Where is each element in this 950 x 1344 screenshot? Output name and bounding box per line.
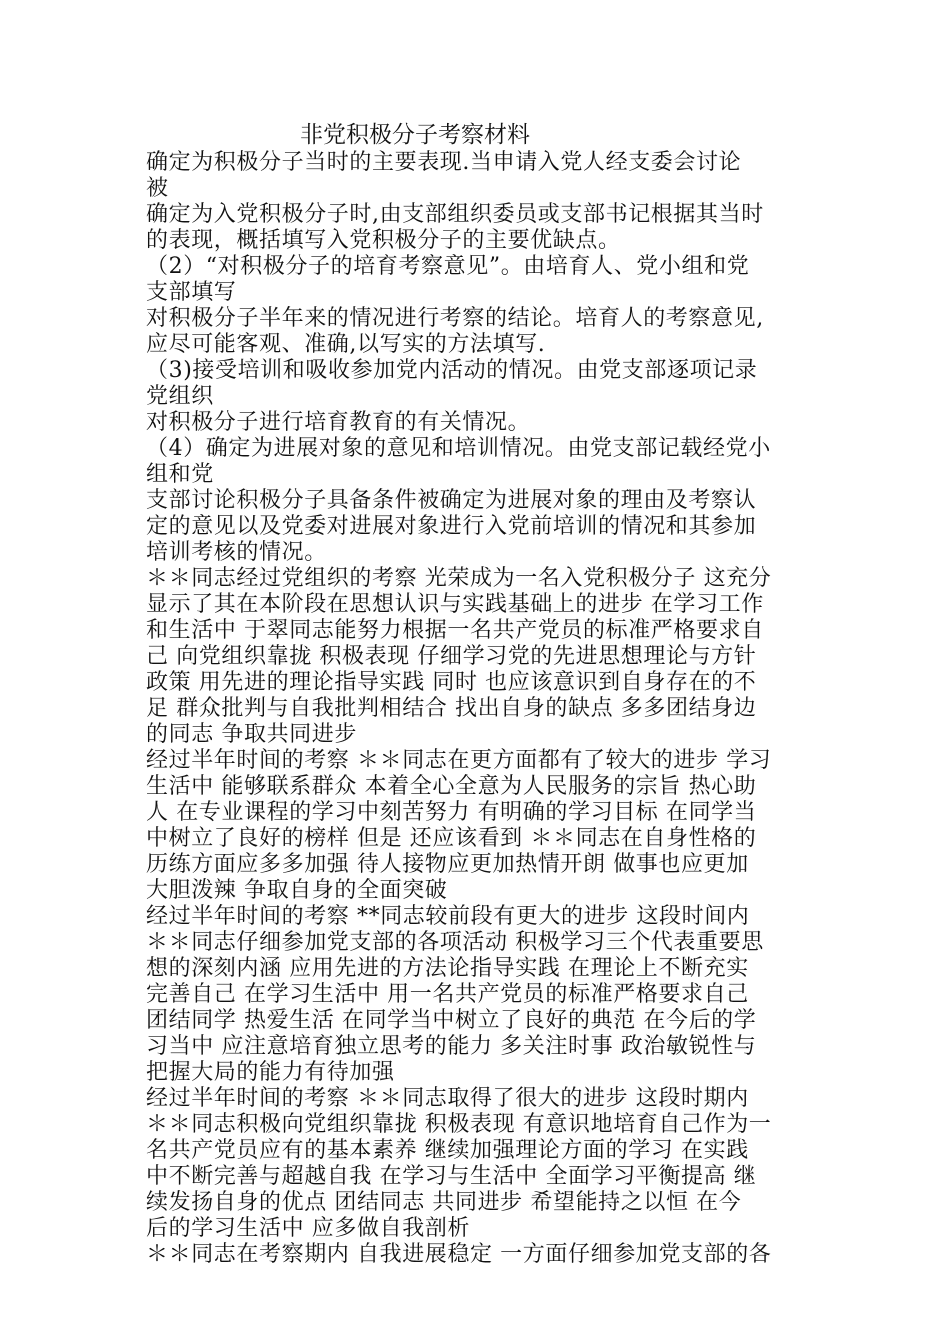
text-line: 显示了其在本阶段在思想认识与实践基础上的进步 在学习工作 [146,592,764,617]
text-line: 想的深刻内涵 应用先进的方法论指导实践 在理论上不断充实 [146,956,749,981]
text-line: 名共产党员应有的基本素养 继续加强理论方面的学习 在实践 [146,1138,749,1163]
document-title: 非党积极分子考察材料 [300,122,530,148]
text-line: （2）“对积极分子的培育考察意见”。由培育人、党小组和党 [146,254,750,279]
text-line: ＊＊同志积极向党组织靠拢 积极表现 有意识地培育自己作为一 [146,1112,772,1137]
text-line: 续发扬自身的优点 团结同志 共同进步 希望能持之以恒 在今 [146,1190,742,1215]
text-line: 习当中 应注意培育独立思考的能力 多关注时事 政治敏锐性与 [146,1034,757,1059]
text-line: ＊＊同志仔细参加党支部的各项活动 积极学习三个代表重要思 [146,930,764,955]
text-line: （4）确定为进展对象的意见和培训情况。由党支部记载经党小 [146,436,771,461]
text-line: ＊＊同志经过党组织的考察 光荣成为一名入党积极分子 这充分 [146,566,772,591]
text-line: 人 在专业课程的学习中刻苦努力 有明确的学习目标 在同学当 [146,800,757,825]
text-line: 后的学习生活中 应多做自我剖析 [146,1216,470,1241]
text-line: 确定为积极分子当时的主要表现.当申请入党人经支委会讨论 [146,150,742,175]
text-line: 足 群众批判与自我批判相结合 找出自身的缺点 多多团结身边 [146,696,757,721]
text-line: 大胆泼辣 争取自身的全面突破 [146,878,448,903]
text-line: 政策 用先进的理论指导实践 同时 也应该意识到自身存在的不 [146,670,757,695]
text-line: 己 向党组织靠拢 积极表现 仔细学习党的先进思想理论与方针 [146,644,757,669]
text-line: 应尽可能客观、准确,以写实的方法填写. [146,332,546,357]
text-line: 完善自己 在学习生活中 用一名共产党员的标准严格要求自己 [146,982,749,1007]
text-line: 支部填写 [146,280,237,305]
text-line: 被 [146,176,169,201]
text-line: 培训考核的情况。 [146,540,327,565]
text-line: 生活中 能够联系群众 本着全心全意为人民服务的宗旨 热心助 [146,774,757,799]
text-line: 确定为入党积极分子时,由支部组织委员或支部书记根据其当时 [146,202,764,227]
text-line: 对积极分子进行培育教育的有关情况。 [146,410,531,435]
text-line: 支部讨论积极分子具备条件被确定为进展对象的理由及考察认 [146,488,757,513]
text-line: 中树立了良好的榜样 但是 还应该看到 ＊＊同志在自身性格的 [146,826,757,851]
text-line: 经过半年时间的考察 **同志较前段有更大的进步 这段时间内 [146,904,750,929]
text-line: 的表现，概括填写入党积极分子的主要优缺点。 [146,228,621,253]
text-line: 团结同学 热爱生活 在同学当中树立了良好的典范 在今后的学 [146,1008,757,1033]
text-line: 把握大局的能力有待加强 [146,1060,395,1085]
text-line: 对积极分子半年来的情况进行考察的结论。培育人的考察意见, [146,306,764,331]
text-line: （3)接受培训和吸收参加党内活动的情况。由党支部逐项记录 [146,358,758,383]
text-line: 历练方面应多多加强 待人接物应更加热情开朗 做事也应更加 [146,852,749,877]
text-line: ＊＊同志在考察期内 自我进展稳定 一方面仔细参加党支部的各 [146,1242,772,1267]
text-line: 组和党 [146,462,214,487]
text-line: 党组织 [146,384,214,409]
text-line: 和生活中 于翠同志能努力根据一名共产党员的标准严格要求自 [146,618,764,643]
text-line: 定的意见以及党委对进展对象进行入党前培训的情况和其参加 [146,514,757,539]
text-line: 中不断完善与超越自我 在学习与生活中 全面学习平衡提高 继 [146,1164,757,1189]
text-line: 的同志 争取共同进步 [146,722,357,747]
text-line: 经过半年时间的考察 ＊＊同志取得了很大的进步 这段时期内 [146,1086,749,1111]
document-body [146,120,806,1268]
text-line: 经过半年时间的考察 ＊＊同志在更方面都有了较大的进步 学习 [146,748,772,773]
